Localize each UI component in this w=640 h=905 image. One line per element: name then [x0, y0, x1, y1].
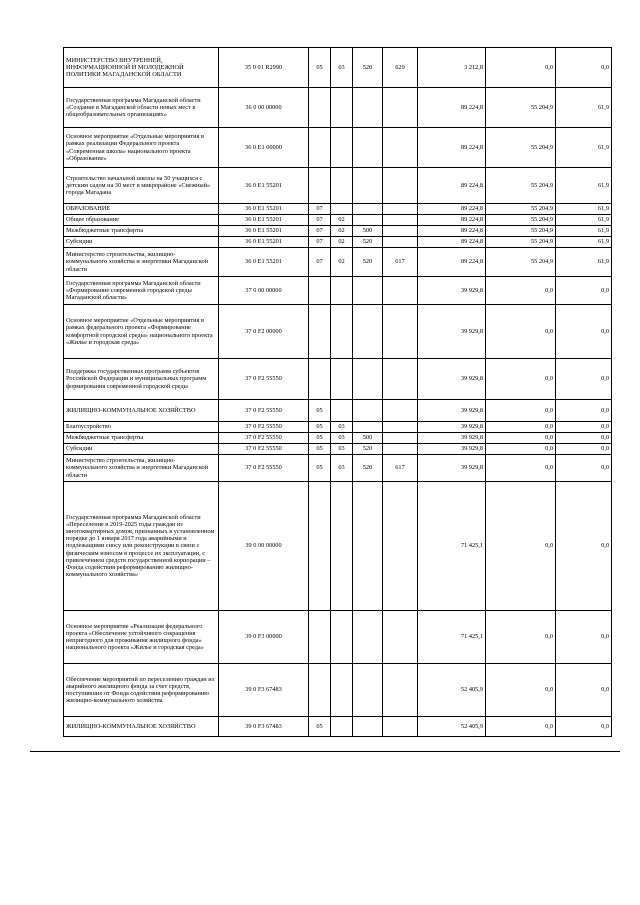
cell-grbs: [383, 444, 418, 455]
cell-rz: 05: [309, 455, 331, 482]
cell-pr: 02: [331, 226, 353, 237]
cell-pr: 03: [331, 433, 353, 444]
cell-sum3: 0,0: [556, 48, 612, 88]
cell-pr: [331, 128, 353, 168]
cell-sum1: 39 929,8: [418, 277, 486, 305]
cell-sum2: 55 204,9: [486, 226, 556, 237]
cell-sum1: 39 929,8: [418, 359, 486, 400]
cell-sum3: 61,9: [556, 168, 612, 204]
cell-pr: [331, 88, 353, 128]
cell-sum3: 0,0: [556, 444, 612, 455]
cell-csr: 39 0 F3 00000: [219, 611, 309, 664]
cell-vr: [353, 717, 383, 737]
footer-rule: [30, 751, 620, 752]
cell-name: Обеспечение мероприятий по переселению граждан из аварийного жилищного фонда за счет средств, поступивших от Фонда содействия реформированию жилищно-коммунального хозяйства: [64, 664, 219, 717]
cell-sum3: 0,0: [556, 305, 612, 359]
cell-sum3: 0,0: [556, 400, 612, 422]
cell-sum3: 0,0: [556, 433, 612, 444]
cell-csr: 39 0 F3 67483: [219, 664, 309, 717]
cell-vr: [353, 400, 383, 422]
cell-rz: [309, 482, 331, 611]
cell-csr: 36 0 E1 55201: [219, 237, 309, 248]
cell-sum3: 0,0: [556, 482, 612, 611]
cell-grbs: [383, 611, 418, 664]
cell-name: ЖИЛИЩНО-КОММУНАЛЬНОЕ ХОЗЯЙСТВО: [64, 717, 219, 737]
table-row: [64, 48, 612, 88]
cell-sum3: 61,9: [556, 204, 612, 215]
cell-csr: 35 0 01 R2990: [219, 48, 309, 88]
cell-pr: [331, 664, 353, 717]
table-row: [64, 400, 612, 422]
cell-sum1: 71 425,1: [418, 482, 486, 611]
cell-vr: [353, 305, 383, 359]
cell-grbs: [383, 664, 418, 717]
table-row: [64, 168, 612, 204]
cell-sum2: 0,0: [486, 400, 556, 422]
cell-rz: 07: [309, 248, 331, 277]
cell-name: Субсидии: [64, 444, 219, 455]
cell-sum1: 89 224,8: [418, 237, 486, 248]
cell-pr: [331, 717, 353, 737]
cell-sum2: 0,0: [486, 444, 556, 455]
cell-csr: 37 0 F2 55550: [219, 444, 309, 455]
cell-sum1: 89 224,8: [418, 88, 486, 128]
cell-sum3: 0,0: [556, 664, 612, 717]
cell-sum3: 61,9: [556, 248, 612, 277]
cell-csr: 39 0 F3 67483: [219, 717, 309, 737]
cell-sum3: 0,0: [556, 611, 612, 664]
cell-name: Межбюджетные трансферты: [64, 226, 219, 237]
table-row: [64, 237, 612, 248]
table-row: [64, 128, 612, 168]
cell-csr: 36 0 E1 55201: [219, 168, 309, 204]
cell-grbs: 629: [383, 48, 418, 88]
cell-sum3: 61,9: [556, 237, 612, 248]
cell-vr: 500: [353, 433, 383, 444]
cell-sum1: 39 929,8: [418, 305, 486, 359]
cell-name: Основное мероприятие «Отдельные мероприятия в рамках реализации Федерального проекта «Современная школа» национального проекта «Образование»: [64, 128, 219, 168]
cell-csr: 39 0 00 00000: [219, 482, 309, 611]
cell-name: ЖИЛИЩНО-КОММУНАЛЬНОЕ ХОЗЯЙСТВО: [64, 400, 219, 422]
cell-rz: [309, 277, 331, 305]
cell-sum3: 61,9: [556, 128, 612, 168]
cell-grbs: [383, 482, 418, 611]
cell-name: Министерство строительства, жилищно-коммунального хозяйства и энергетики Магаданской области: [64, 455, 219, 482]
cell-csr: 37 0 F2 55550: [219, 455, 309, 482]
cell-grbs: [383, 237, 418, 248]
cell-sum2: 55 204,9: [486, 204, 556, 215]
cell-csr: 36 0 E1 00000: [219, 128, 309, 168]
cell-sum3: 61,9: [556, 88, 612, 128]
cell-sum1: 71 425,1: [418, 611, 486, 664]
cell-sum1: 39 929,8: [418, 455, 486, 482]
cell-vr: 520: [353, 455, 383, 482]
cell-grbs: [383, 305, 418, 359]
cell-sum1: 52 405,9: [418, 664, 486, 717]
cell-vr: 520: [353, 48, 383, 88]
table-row: [64, 88, 612, 128]
cell-sum1: 39 929,8: [418, 433, 486, 444]
cell-pr: [331, 400, 353, 422]
cell-pr: [331, 359, 353, 400]
cell-rz: 05: [309, 422, 331, 433]
cell-vr: [353, 88, 383, 128]
cell-sum1: 89 224,8: [418, 204, 486, 215]
cell-grbs: [383, 226, 418, 237]
cell-rz: [309, 359, 331, 400]
cell-rz: 07: [309, 226, 331, 237]
cell-pr: [331, 611, 353, 664]
cell-name: Государственная программа Магаданской области «Создание в Магаданской области новых мест в общеобразовательных организациях»: [64, 88, 219, 128]
cell-sum1: 39 929,8: [418, 444, 486, 455]
cell-sum2: 55 204,9: [486, 168, 556, 204]
cell-rz: 05: [309, 400, 331, 422]
table-row: [64, 482, 612, 611]
table-row: [64, 422, 612, 433]
cell-csr: 36 0 00 00000: [219, 88, 309, 128]
cell-sum1: 89 224,8: [418, 215, 486, 226]
cell-rz: 05: [309, 433, 331, 444]
cell-pr: 03: [331, 444, 353, 455]
cell-name: Общее образование: [64, 215, 219, 226]
cell-vr: 500: [353, 226, 383, 237]
table-row: [64, 444, 612, 455]
cell-name: Строительство начальной школы на 50 учащихся с детским садом на 30 мест в микрорайоне «Снежный» города Магадана: [64, 168, 219, 204]
cell-csr: 36 0 E1 55201: [219, 215, 309, 226]
cell-grbs: [383, 88, 418, 128]
table-row: [64, 215, 612, 226]
cell-vr: [353, 277, 383, 305]
cell-rz: [309, 664, 331, 717]
cell-name: Межбюджетные трансферты: [64, 433, 219, 444]
cell-rz: [309, 305, 331, 359]
cell-pr: 03: [331, 422, 353, 433]
cell-sum3: 61,9: [556, 226, 612, 237]
cell-sum3: 0,0: [556, 422, 612, 433]
cell-sum2: 0,0: [486, 359, 556, 400]
table-row: [64, 248, 612, 277]
cell-rz: 07: [309, 237, 331, 248]
cell-rz: [309, 128, 331, 168]
cell-csr: 37 0 00 00000: [219, 277, 309, 305]
table-row: [64, 204, 612, 215]
cell-sum1: 52 405,9: [418, 717, 486, 737]
cell-grbs: 617: [383, 455, 418, 482]
cell-vr: 520: [353, 237, 383, 248]
cell-grbs: [383, 128, 418, 168]
cell-grbs: [383, 277, 418, 305]
cell-sum3: 0,0: [556, 717, 612, 737]
cell-pr: [331, 482, 353, 611]
cell-vr: [353, 422, 383, 433]
cell-pr: [331, 277, 353, 305]
cell-sum2: 55 204,9: [486, 128, 556, 168]
cell-grbs: [383, 204, 418, 215]
cell-sum2: 0,0: [486, 664, 556, 717]
table-row: [64, 277, 612, 305]
cell-pr: 02: [331, 248, 353, 277]
cell-name: Основное мероприятие «Реализация федерального проекта «Обеспечение устойчивого сокращения непригодного для проживания жилищного фонда» национального проекта «Жилье и городская среда»: [64, 611, 219, 664]
table-row: [64, 664, 612, 717]
cell-grbs: [383, 422, 418, 433]
cell-vr: 520: [353, 444, 383, 455]
cell-sum3: 0,0: [556, 277, 612, 305]
cell-csr: 37 0 F2 55550: [219, 359, 309, 400]
table-row: [64, 455, 612, 482]
cell-vr: [353, 128, 383, 168]
cell-name: Министерство строительства, жилищно-коммунального хозяйства и энергетики Магаданской области: [64, 248, 219, 277]
cell-sum1: 39 929,8: [418, 422, 486, 433]
cell-sum1: 89 224,8: [418, 128, 486, 168]
cell-rz: [309, 168, 331, 204]
cell-csr: 37 0 F2 55550: [219, 422, 309, 433]
cell-sum1: 3 212,8: [418, 48, 486, 88]
cell-sum1: 39 929,8: [418, 400, 486, 422]
cell-pr: 03: [331, 48, 353, 88]
cell-grbs: [383, 215, 418, 226]
table-row: [64, 226, 612, 237]
cell-name: Государственная программа Магаданской области «Формирование современной городской среды Магаданской области»: [64, 277, 219, 305]
cell-rz: [309, 611, 331, 664]
cell-pr: [331, 168, 353, 204]
cell-sum2: 0,0: [486, 611, 556, 664]
cell-csr: 36 0 E1 55201: [219, 226, 309, 237]
table-row: [64, 611, 612, 664]
cell-grbs: [383, 400, 418, 422]
cell-grbs: [383, 717, 418, 737]
cell-sum2: 55 204,9: [486, 215, 556, 226]
cell-rz: 07: [309, 204, 331, 215]
table-row: [64, 433, 612, 444]
cell-name: Основное мероприятие «Отдельные мероприятия в рамках федерального проекта «Формирование комфортной городской среды» национального проекта «Жилье и городская среда»: [64, 305, 219, 359]
table-body: [64, 48, 612, 737]
cell-vr: [353, 611, 383, 664]
cell-csr: 36 0 E1 55201: [219, 204, 309, 215]
cell-sum3: 0,0: [556, 455, 612, 482]
cell-grbs: [383, 359, 418, 400]
cell-pr: [331, 305, 353, 359]
cell-name: МИНИСТЕРСТВО ВНУТРЕННЕЙ, ИНФОРМАЦИОННОЙ И МОЛОДЕЖНОЙ ПОЛИТИКИ МАГАДАНСКОЙ ОБЛАСТИ: [64, 48, 219, 88]
cell-sum1: 89 224,8: [418, 248, 486, 277]
cell-pr: [331, 204, 353, 215]
cell-sum2: 0,0: [486, 305, 556, 359]
cell-name: Благоустройство: [64, 422, 219, 433]
cell-sum2: 0,0: [486, 482, 556, 611]
cell-rz: 05: [309, 48, 331, 88]
cell-sum3: 0,0: [556, 359, 612, 400]
cell-sum1: 89 224,8: [418, 226, 486, 237]
cell-csr: 37 0 F2 00000: [219, 305, 309, 359]
cell-rz: 05: [309, 444, 331, 455]
cell-pr: 02: [331, 215, 353, 226]
cell-vr: [353, 168, 383, 204]
cell-grbs: 617: [383, 248, 418, 277]
budget-table: [63, 47, 612, 737]
cell-rz: 07: [309, 215, 331, 226]
cell-sum2: 55 204,9: [486, 88, 556, 128]
cell-csr: 37 0 F2 55550: [219, 400, 309, 422]
cell-name: ОБРАЗОВАНИЕ: [64, 204, 219, 215]
cell-rz: 05: [309, 717, 331, 737]
cell-csr: 36 0 E1 55201: [219, 248, 309, 277]
cell-sum3: 61,9: [556, 215, 612, 226]
cell-sum2: 55 204,9: [486, 248, 556, 277]
cell-pr: 02: [331, 237, 353, 248]
cell-vr: [353, 215, 383, 226]
cell-grbs: [383, 168, 418, 204]
cell-sum1: 89 224,8: [418, 168, 486, 204]
cell-csr: 37 0 F2 55550: [219, 433, 309, 444]
table-row: [64, 717, 612, 737]
cell-name: Субсидии: [64, 237, 219, 248]
cell-pr: 03: [331, 455, 353, 482]
cell-grbs: [383, 433, 418, 444]
cell-sum2: 0,0: [486, 48, 556, 88]
cell-sum2: 55 204,9: [486, 237, 556, 248]
cell-vr: 520: [353, 248, 383, 277]
cell-name: Государственная программа Магаданской области «Переселение в 2019-2025 годы граждан из многоквартирных домов, признанных в установленном порядке до 1 января 2017 года аварийными и подлежащими сносу или реконструкции в связи с физическим износом в процессе их эксплуатации, с привлечением средств государственной корпорации – Фонда содействия реформированию жилищно-коммунального хозяйства»: [64, 482, 219, 611]
cell-vr: [353, 664, 383, 717]
cell-rz: [309, 88, 331, 128]
cell-sum2: 0,0: [486, 433, 556, 444]
cell-vr: [353, 204, 383, 215]
table-row: [64, 359, 612, 400]
cell-vr: [353, 482, 383, 611]
cell-sum2: 0,0: [486, 455, 556, 482]
cell-sum2: 0,0: [486, 717, 556, 737]
table-row: [64, 305, 612, 359]
cell-name: Поддержка государственных программ субъектов Российской Федерации и муниципальных программ формирования современной городской среды: [64, 359, 219, 400]
cell-sum2: 0,0: [486, 422, 556, 433]
cell-vr: [353, 359, 383, 400]
cell-sum2: 0,0: [486, 277, 556, 305]
